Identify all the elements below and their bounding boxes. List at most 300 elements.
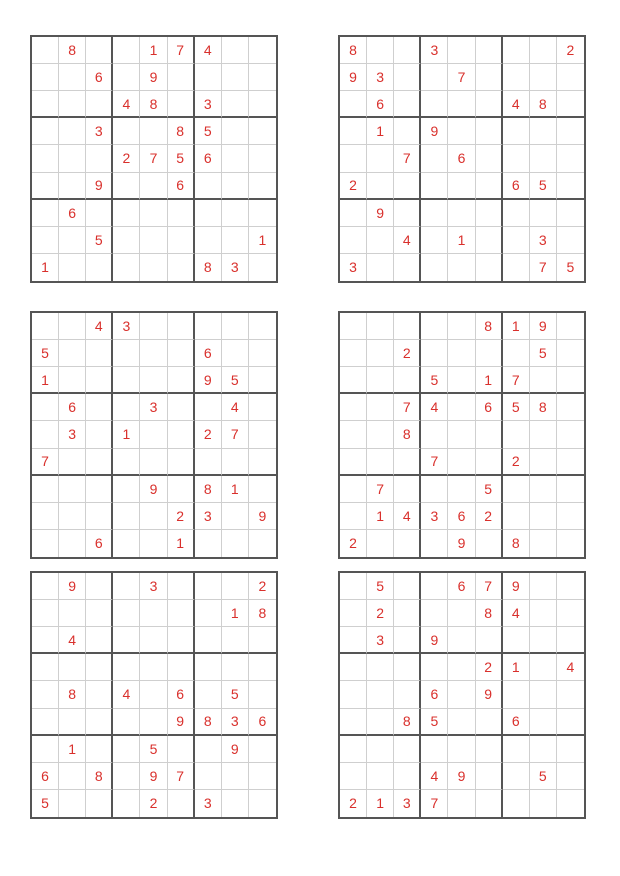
empty-cell[interactable] <box>59 654 86 681</box>
empty-cell[interactable] <box>557 530 584 557</box>
empty-cell[interactable] <box>86 394 113 421</box>
empty-cell[interactable] <box>476 736 503 763</box>
empty-cell[interactable] <box>113 37 140 64</box>
empty-cell[interactable] <box>476 790 503 817</box>
empty-cell[interactable] <box>448 600 475 627</box>
empty-cell[interactable] <box>222 449 249 476</box>
empty-cell[interactable] <box>503 227 530 254</box>
empty-cell[interactable] <box>113 530 140 557</box>
empty-cell[interactable] <box>340 503 367 530</box>
empty-cell[interactable] <box>557 449 584 476</box>
empty-cell[interactable] <box>113 476 140 503</box>
empty-cell[interactable] <box>530 421 557 448</box>
empty-cell[interactable] <box>32 64 59 91</box>
empty-cell[interactable] <box>503 37 530 64</box>
empty-cell[interactable] <box>32 736 59 763</box>
empty-cell[interactable] <box>503 200 530 227</box>
empty-cell[interactable] <box>86 37 113 64</box>
empty-cell[interactable] <box>59 173 86 200</box>
empty-cell[interactable] <box>168 736 195 763</box>
empty-cell[interactable] <box>476 530 503 557</box>
empty-cell[interactable] <box>394 763 421 790</box>
empty-cell[interactable] <box>557 681 584 708</box>
empty-cell[interactable] <box>113 627 140 654</box>
empty-cell[interactable] <box>168 340 195 367</box>
empty-cell[interactable] <box>249 173 276 200</box>
empty-cell[interactable] <box>394 64 421 91</box>
empty-cell[interactable] <box>557 627 584 654</box>
empty-cell[interactable] <box>503 421 530 448</box>
empty-cell[interactable] <box>530 790 557 817</box>
empty-cell[interactable] <box>557 790 584 817</box>
empty-cell[interactable] <box>222 530 249 557</box>
empty-cell[interactable] <box>476 709 503 736</box>
empty-cell[interactable] <box>168 449 195 476</box>
empty-cell[interactable] <box>557 394 584 421</box>
empty-cell[interactable] <box>59 790 86 817</box>
empty-cell[interactable] <box>503 503 530 530</box>
empty-cell[interactable] <box>249 763 276 790</box>
empty-cell[interactable] <box>249 530 276 557</box>
empty-cell[interactable] <box>367 227 394 254</box>
empty-cell[interactable] <box>476 64 503 91</box>
empty-cell[interactable] <box>421 530 448 557</box>
empty-cell[interactable] <box>140 227 167 254</box>
empty-cell[interactable] <box>32 118 59 145</box>
empty-cell[interactable] <box>530 503 557 530</box>
empty-cell[interactable] <box>195 530 222 557</box>
empty-cell[interactable] <box>394 91 421 118</box>
empty-cell[interactable] <box>503 681 530 708</box>
empty-cell[interactable] <box>140 313 167 340</box>
empty-cell[interactable] <box>530 449 557 476</box>
empty-cell[interactable] <box>557 227 584 254</box>
empty-cell[interactable] <box>59 118 86 145</box>
empty-cell[interactable] <box>113 118 140 145</box>
empty-cell[interactable] <box>367 313 394 340</box>
empty-cell[interactable] <box>340 200 367 227</box>
empty-cell[interactable] <box>340 763 367 790</box>
empty-cell[interactable] <box>557 476 584 503</box>
empty-cell[interactable] <box>530 654 557 681</box>
empty-cell[interactable] <box>222 145 249 172</box>
empty-cell[interactable] <box>86 449 113 476</box>
empty-cell[interactable] <box>448 118 475 145</box>
empty-cell[interactable] <box>557 64 584 91</box>
empty-cell[interactable] <box>113 173 140 200</box>
empty-cell[interactable] <box>249 313 276 340</box>
empty-cell[interactable] <box>113 449 140 476</box>
empty-cell[interactable] <box>168 600 195 627</box>
empty-cell[interactable] <box>503 118 530 145</box>
empty-cell[interactable] <box>503 476 530 503</box>
empty-cell[interactable] <box>140 449 167 476</box>
empty-cell[interactable] <box>530 200 557 227</box>
empty-cell[interactable] <box>530 600 557 627</box>
empty-cell[interactable] <box>113 709 140 736</box>
empty-cell[interactable] <box>86 600 113 627</box>
empty-cell[interactable] <box>222 627 249 654</box>
empty-cell[interactable] <box>503 627 530 654</box>
empty-cell[interactable] <box>249 37 276 64</box>
empty-cell[interactable] <box>222 573 249 600</box>
empty-cell[interactable] <box>249 254 276 281</box>
empty-cell[interactable] <box>394 118 421 145</box>
empty-cell[interactable] <box>340 573 367 600</box>
empty-cell[interactable] <box>340 421 367 448</box>
empty-cell[interactable] <box>394 200 421 227</box>
empty-cell[interactable] <box>168 394 195 421</box>
empty-cell[interactable] <box>168 91 195 118</box>
empty-cell[interactable] <box>59 340 86 367</box>
empty-cell[interactable] <box>195 600 222 627</box>
empty-cell[interactable] <box>340 600 367 627</box>
empty-cell[interactable] <box>222 763 249 790</box>
empty-cell[interactable] <box>367 530 394 557</box>
empty-cell[interactable] <box>394 530 421 557</box>
empty-cell[interactable] <box>32 91 59 118</box>
empty-cell[interactable] <box>421 254 448 281</box>
empty-cell[interactable] <box>168 200 195 227</box>
empty-cell[interactable] <box>86 367 113 394</box>
empty-cell[interactable] <box>557 145 584 172</box>
empty-cell[interactable] <box>59 227 86 254</box>
empty-cell[interactable] <box>557 421 584 448</box>
empty-cell[interactable] <box>195 173 222 200</box>
empty-cell[interactable] <box>340 340 367 367</box>
empty-cell[interactable] <box>59 476 86 503</box>
empty-cell[interactable] <box>195 763 222 790</box>
empty-cell[interactable] <box>113 394 140 421</box>
empty-cell[interactable] <box>140 254 167 281</box>
empty-cell[interactable] <box>86 627 113 654</box>
empty-cell[interactable] <box>503 64 530 91</box>
empty-cell[interactable] <box>476 118 503 145</box>
empty-cell[interactable] <box>557 573 584 600</box>
empty-cell[interactable] <box>140 503 167 530</box>
empty-cell[interactable] <box>86 790 113 817</box>
empty-cell[interactable] <box>503 736 530 763</box>
empty-cell[interactable] <box>59 145 86 172</box>
empty-cell[interactable] <box>448 313 475 340</box>
empty-cell[interactable] <box>86 254 113 281</box>
empty-cell[interactable] <box>394 600 421 627</box>
empty-cell[interactable] <box>421 421 448 448</box>
empty-cell[interactable] <box>340 145 367 172</box>
empty-cell[interactable] <box>421 654 448 681</box>
empty-cell[interactable] <box>448 254 475 281</box>
empty-cell[interactable] <box>394 313 421 340</box>
empty-cell[interactable] <box>367 654 394 681</box>
empty-cell[interactable] <box>86 503 113 530</box>
empty-cell[interactable] <box>448 709 475 736</box>
empty-cell[interactable] <box>421 64 448 91</box>
empty-cell[interactable] <box>59 763 86 790</box>
empty-cell[interactable] <box>86 91 113 118</box>
empty-cell[interactable] <box>222 227 249 254</box>
empty-cell[interactable] <box>394 736 421 763</box>
empty-cell[interactable] <box>32 421 59 448</box>
empty-cell[interactable] <box>249 790 276 817</box>
empty-cell[interactable] <box>530 530 557 557</box>
empty-cell[interactable] <box>32 200 59 227</box>
empty-cell[interactable] <box>448 476 475 503</box>
empty-cell[interactable] <box>113 790 140 817</box>
empty-cell[interactable] <box>448 200 475 227</box>
empty-cell[interactable] <box>367 340 394 367</box>
empty-cell[interactable] <box>140 118 167 145</box>
empty-cell[interactable] <box>503 340 530 367</box>
empty-cell[interactable] <box>340 118 367 145</box>
empty-cell[interactable] <box>140 681 167 708</box>
empty-cell[interactable] <box>394 367 421 394</box>
empty-cell[interactable] <box>86 200 113 227</box>
empty-cell[interactable] <box>557 340 584 367</box>
empty-cell[interactable] <box>367 421 394 448</box>
empty-cell[interactable] <box>394 37 421 64</box>
empty-cell[interactable] <box>557 736 584 763</box>
empty-cell[interactable] <box>394 654 421 681</box>
empty-cell[interactable] <box>530 64 557 91</box>
empty-cell[interactable] <box>195 313 222 340</box>
empty-cell[interactable] <box>59 254 86 281</box>
empty-cell[interactable] <box>195 64 222 91</box>
empty-cell[interactable] <box>59 503 86 530</box>
empty-cell[interactable] <box>249 200 276 227</box>
empty-cell[interactable] <box>530 736 557 763</box>
empty-cell[interactable] <box>421 600 448 627</box>
empty-cell[interactable] <box>113 573 140 600</box>
empty-cell[interactable] <box>140 600 167 627</box>
empty-cell[interactable] <box>32 503 59 530</box>
empty-cell[interactable] <box>448 654 475 681</box>
empty-cell[interactable] <box>503 790 530 817</box>
empty-cell[interactable] <box>222 790 249 817</box>
empty-cell[interactable] <box>32 600 59 627</box>
empty-cell[interactable] <box>530 573 557 600</box>
empty-cell[interactable] <box>340 449 367 476</box>
empty-cell[interactable] <box>557 503 584 530</box>
empty-cell[interactable] <box>476 449 503 476</box>
empty-cell[interactable] <box>448 340 475 367</box>
empty-cell[interactable] <box>59 449 86 476</box>
empty-cell[interactable] <box>557 200 584 227</box>
empty-cell[interactable] <box>140 340 167 367</box>
empty-cell[interactable] <box>476 763 503 790</box>
empty-cell[interactable] <box>394 681 421 708</box>
empty-cell[interactable] <box>421 340 448 367</box>
empty-cell[interactable] <box>168 313 195 340</box>
empty-cell[interactable] <box>476 340 503 367</box>
empty-cell[interactable] <box>421 736 448 763</box>
empty-cell[interactable] <box>476 145 503 172</box>
empty-cell[interactable] <box>195 573 222 600</box>
empty-cell[interactable] <box>32 476 59 503</box>
empty-cell[interactable] <box>367 449 394 476</box>
empty-cell[interactable] <box>367 173 394 200</box>
empty-cell[interactable] <box>421 313 448 340</box>
empty-cell[interactable] <box>557 313 584 340</box>
empty-cell[interactable] <box>340 709 367 736</box>
empty-cell[interactable] <box>249 91 276 118</box>
empty-cell[interactable] <box>32 313 59 340</box>
empty-cell[interactable] <box>448 736 475 763</box>
empty-cell[interactable] <box>530 681 557 708</box>
empty-cell[interactable] <box>222 37 249 64</box>
empty-cell[interactable] <box>367 37 394 64</box>
empty-cell[interactable] <box>421 91 448 118</box>
empty-cell[interactable] <box>249 64 276 91</box>
empty-cell[interactable] <box>86 145 113 172</box>
empty-cell[interactable] <box>140 173 167 200</box>
empty-cell[interactable] <box>249 394 276 421</box>
empty-cell[interactable] <box>59 600 86 627</box>
empty-cell[interactable] <box>448 627 475 654</box>
empty-cell[interactable] <box>340 681 367 708</box>
empty-cell[interactable] <box>476 421 503 448</box>
empty-cell[interactable] <box>86 654 113 681</box>
empty-cell[interactable] <box>168 254 195 281</box>
empty-cell[interactable] <box>113 227 140 254</box>
empty-cell[interactable] <box>421 476 448 503</box>
empty-cell[interactable] <box>113 200 140 227</box>
empty-cell[interactable] <box>249 367 276 394</box>
empty-cell[interactable] <box>32 654 59 681</box>
empty-cell[interactable] <box>59 530 86 557</box>
empty-cell[interactable] <box>340 627 367 654</box>
empty-cell[interactable] <box>340 367 367 394</box>
empty-cell[interactable] <box>448 367 475 394</box>
empty-cell[interactable] <box>394 573 421 600</box>
empty-cell[interactable] <box>367 394 394 421</box>
empty-cell[interactable] <box>448 681 475 708</box>
empty-cell[interactable] <box>340 227 367 254</box>
empty-cell[interactable] <box>340 476 367 503</box>
empty-cell[interactable] <box>140 627 167 654</box>
empty-cell[interactable] <box>557 91 584 118</box>
empty-cell[interactable] <box>530 476 557 503</box>
empty-cell[interactable] <box>86 709 113 736</box>
empty-cell[interactable] <box>195 449 222 476</box>
empty-cell[interactable] <box>557 600 584 627</box>
empty-cell[interactable] <box>557 118 584 145</box>
empty-cell[interactable] <box>340 394 367 421</box>
empty-cell[interactable] <box>476 254 503 281</box>
empty-cell[interactable] <box>249 118 276 145</box>
empty-cell[interactable] <box>140 421 167 448</box>
empty-cell[interactable] <box>222 200 249 227</box>
empty-cell[interactable] <box>476 37 503 64</box>
empty-cell[interactable] <box>530 37 557 64</box>
empty-cell[interactable] <box>32 173 59 200</box>
empty-cell[interactable] <box>448 790 475 817</box>
empty-cell[interactable] <box>367 254 394 281</box>
empty-cell[interactable] <box>195 394 222 421</box>
empty-cell[interactable] <box>448 421 475 448</box>
empty-cell[interactable] <box>530 145 557 172</box>
empty-cell[interactable] <box>195 200 222 227</box>
empty-cell[interactable] <box>476 227 503 254</box>
empty-cell[interactable] <box>168 573 195 600</box>
empty-cell[interactable] <box>32 627 59 654</box>
empty-cell[interactable] <box>530 118 557 145</box>
empty-cell[interactable] <box>448 394 475 421</box>
empty-cell[interactable] <box>448 449 475 476</box>
empty-cell[interactable] <box>340 313 367 340</box>
empty-cell[interactable] <box>249 681 276 708</box>
empty-cell[interactable] <box>59 367 86 394</box>
empty-cell[interactable] <box>113 340 140 367</box>
empty-cell[interactable] <box>113 254 140 281</box>
empty-cell[interactable] <box>222 503 249 530</box>
empty-cell[interactable] <box>140 530 167 557</box>
empty-cell[interactable] <box>421 173 448 200</box>
empty-cell[interactable] <box>249 476 276 503</box>
empty-cell[interactable] <box>367 763 394 790</box>
empty-cell[interactable] <box>530 709 557 736</box>
empty-cell[interactable] <box>195 736 222 763</box>
empty-cell[interactable] <box>448 173 475 200</box>
empty-cell[interactable] <box>32 227 59 254</box>
empty-cell[interactable] <box>557 763 584 790</box>
empty-cell[interactable] <box>421 200 448 227</box>
empty-cell[interactable] <box>249 421 276 448</box>
empty-cell[interactable] <box>503 145 530 172</box>
empty-cell[interactable] <box>59 91 86 118</box>
empty-cell[interactable] <box>394 627 421 654</box>
empty-cell[interactable] <box>421 145 448 172</box>
empty-cell[interactable] <box>195 227 222 254</box>
empty-cell[interactable] <box>222 173 249 200</box>
empty-cell[interactable] <box>168 627 195 654</box>
empty-cell[interactable] <box>222 91 249 118</box>
empty-cell[interactable] <box>86 340 113 367</box>
empty-cell[interactable] <box>59 313 86 340</box>
empty-cell[interactable] <box>394 449 421 476</box>
empty-cell[interactable] <box>32 709 59 736</box>
empty-cell[interactable] <box>557 173 584 200</box>
empty-cell[interactable] <box>249 145 276 172</box>
empty-cell[interactable] <box>530 627 557 654</box>
empty-cell[interactable] <box>195 627 222 654</box>
empty-cell[interactable] <box>32 37 59 64</box>
empty-cell[interactable] <box>222 64 249 91</box>
empty-cell[interactable] <box>503 254 530 281</box>
empty-cell[interactable] <box>86 573 113 600</box>
empty-cell[interactable] <box>86 681 113 708</box>
empty-cell[interactable] <box>32 394 59 421</box>
empty-cell[interactable] <box>340 736 367 763</box>
empty-cell[interactable] <box>32 573 59 600</box>
empty-cell[interactable] <box>249 736 276 763</box>
empty-cell[interactable] <box>476 200 503 227</box>
empty-cell[interactable] <box>113 763 140 790</box>
empty-cell[interactable] <box>367 709 394 736</box>
empty-cell[interactable] <box>168 476 195 503</box>
empty-cell[interactable] <box>249 340 276 367</box>
empty-cell[interactable] <box>168 367 195 394</box>
empty-cell[interactable] <box>367 736 394 763</box>
empty-cell[interactable] <box>113 600 140 627</box>
empty-cell[interactable] <box>32 530 59 557</box>
empty-cell[interactable] <box>421 573 448 600</box>
empty-cell[interactable] <box>222 654 249 681</box>
empty-cell[interactable] <box>340 91 367 118</box>
empty-cell[interactable] <box>113 367 140 394</box>
empty-cell[interactable] <box>86 476 113 503</box>
empty-cell[interactable] <box>59 64 86 91</box>
empty-cell[interactable] <box>394 173 421 200</box>
